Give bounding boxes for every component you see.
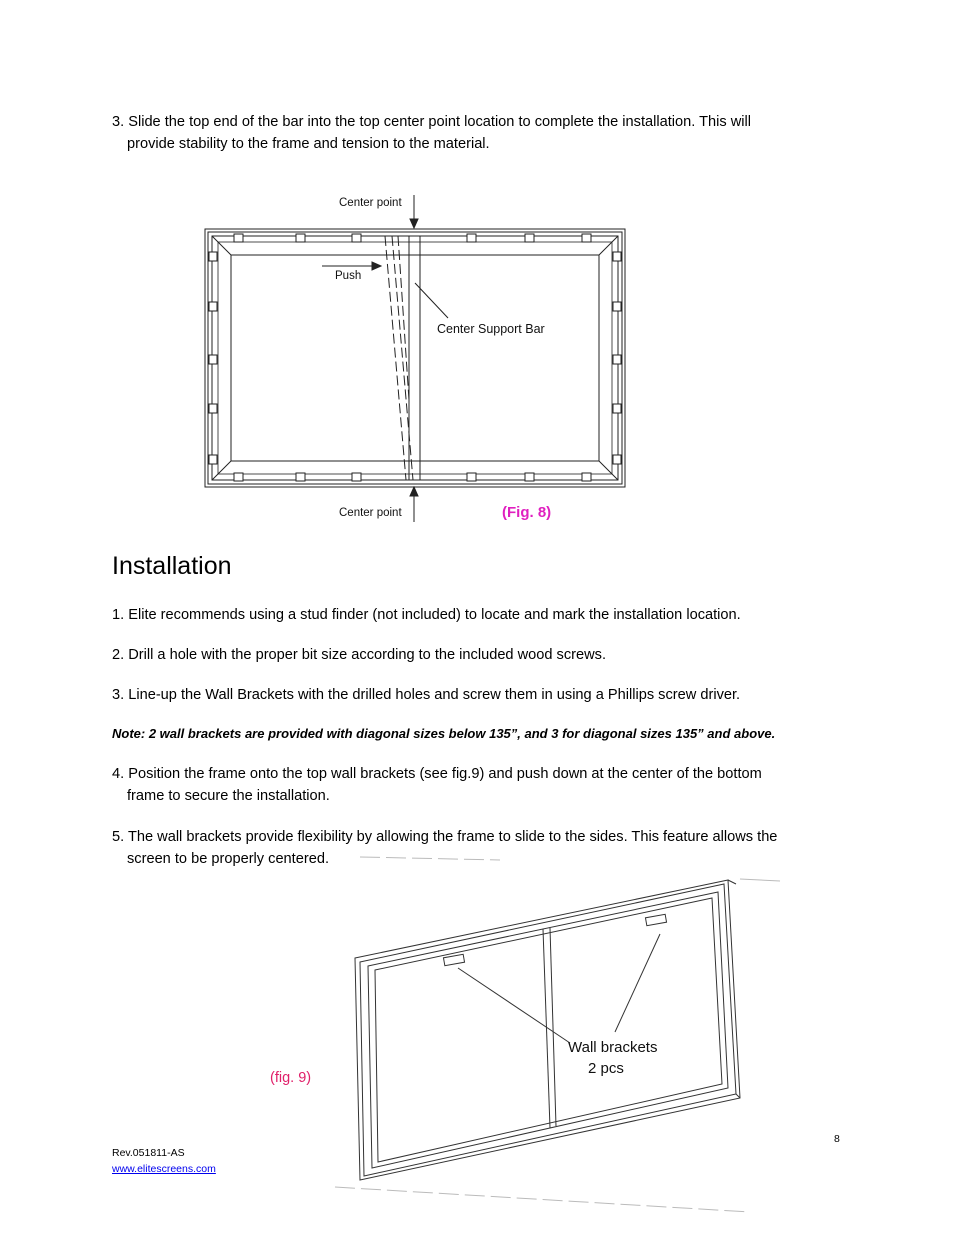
fig8-label-top-center-point: Center point [339, 197, 402, 209]
install-step2: 2. Drill a hole with the proper bit size according to the included wood screws. [112, 647, 607, 663]
footer-revision: Rev.051811-AS [112, 1147, 185, 1159]
install-step4-line2: frame to secure the installation. [127, 787, 330, 804]
install-step4 [112, 764, 852, 807]
fig9-label-wall-brackets: Wall brackets [568, 1039, 658, 1056]
fig9-caption: (fig. 9) [270, 1070, 312, 1086]
fig8-caption: (Fig. 8) [502, 504, 552, 521]
step3-line1: 3. Slide the top end of the bar into the top center point location to complete the installation. This will [112, 114, 752, 130]
footer-website-link[interactable]: www.elitescreens.com [112, 1163, 216, 1175]
step3-line2: provide stability to the frame and tension to the material. [127, 135, 490, 152]
install-step1: 1. Elite recommends using a stud finder (not included) to locate and mark the installation location. [112, 607, 741, 623]
install-step5-line1: 5. The wall brackets provide flexibility by allowing the frame to slide to the sides. This feature allows the [112, 829, 778, 845]
installation-heading: Installation [112, 552, 232, 580]
fig8-label-bottom-center-point: Center point [339, 507, 402, 519]
page-number: 8 [834, 1133, 840, 1145]
install-step4-line1: 4. Position the frame onto the top wall brackets (see fig.9) and push down at the center of the bottom [112, 766, 762, 782]
fig9-label-count: 2 pcs [588, 1060, 624, 1077]
install-step3: 3. Line-up the Wall Brackets with the drilled holes and screw them in using a Phillips screw driver. [112, 687, 741, 703]
install-step5-line2: screen to be properly centered. [127, 850, 329, 867]
install-note: Note: 2 wall brackets are provided with diagonal sizes below 135”, and 3 for diagonal sizes 135” and above. [112, 726, 776, 741]
fig8-label-push: Push [335, 270, 362, 282]
fig8-frame-diagram [0, 0, 954, 540]
fig8-label-center-support-bar: Center Support Bar [437, 322, 545, 336]
